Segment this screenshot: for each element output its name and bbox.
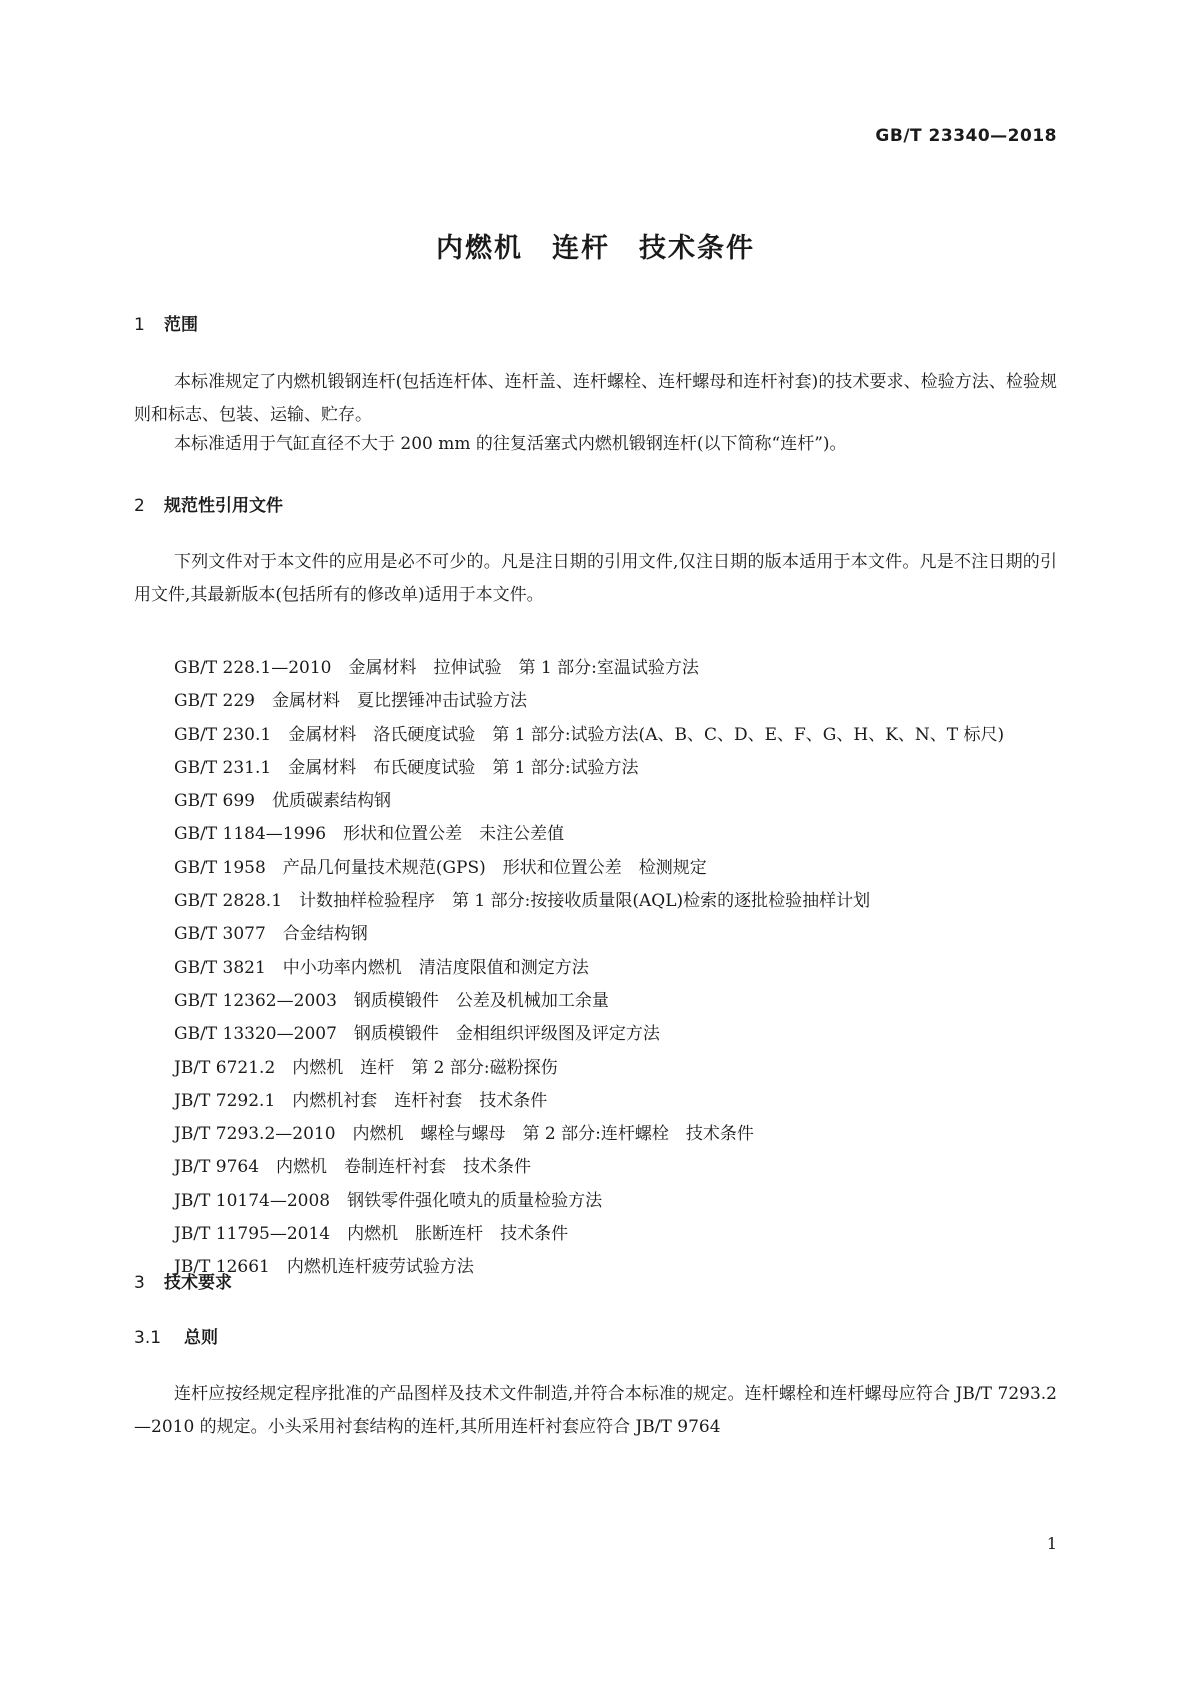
reference-item: JB/T 7293.2—2010 内燃机 螺栓与螺母 第 2 部分:连杆螺栓 技术条件 bbox=[174, 1124, 754, 1145]
reference-item: JB/T 10174—2008 钢铁零件强化喷丸的质量检验方法 bbox=[174, 1190, 603, 1211]
subsection-title: 总则 bbox=[184, 1328, 218, 1348]
section-title: 范围 bbox=[164, 315, 198, 335]
section-number: 1 bbox=[134, 315, 145, 335]
section-1-paragraph-2: 本标准适用于气缸直径不大于 200 mm 的往复活塞式内燃机锻钢连杆(以下简称“连杆”)。 bbox=[174, 434, 847, 454]
reference-item: GB/T 3077 合金结构钢 bbox=[174, 924, 368, 945]
reference-item: GB/T 229 金属材料 夏比摆锤冲击试验方法 bbox=[174, 691, 527, 712]
section-3-heading bbox=[134, 1268, 232, 1293]
section-title: 技术要求 bbox=[164, 1273, 232, 1293]
section-1-heading bbox=[134, 310, 198, 335]
section-number: 2 bbox=[134, 496, 145, 516]
reference-item: JB/T 6721.2 内燃机 连杆 第 2 部分:磁粉探伤 bbox=[174, 1057, 558, 1078]
reference-item: GB/T 12362—2003 钢质模锻件 公差及机械加工余量 bbox=[174, 990, 609, 1011]
section-1-paragraph-1: 本标准规定了内燃机锻钢连杆(包括连杆体、连杆盖、连杆螺栓、连杆螺母和连杆衬套)的技术要求、检验方法、检验规则和标志、包装、运输、贮存。 bbox=[134, 372, 1057, 425]
reference-item: JB/T 11795—2014 内燃机 胀断连杆 技术条件 bbox=[174, 1224, 569, 1245]
reference-item: GB/T 699 优质碳素结构钢 bbox=[174, 791, 391, 812]
section-title: 规范性引用文件 bbox=[164, 496, 283, 516]
subsection-number: 3.1 bbox=[134, 1328, 162, 1348]
reference-item: JB/T 9764 内燃机 卷制连杆衬套 技术条件 bbox=[174, 1157, 532, 1178]
reference-item: GB/T 3821 中小功率内燃机 清洁度限值和测定方法 bbox=[174, 957, 589, 978]
section-number: 3 bbox=[134, 1273, 145, 1293]
reference-item: GB/T 231.1 金属材料 布氏硬度试验 第 1 部分:试验方法 bbox=[174, 757, 639, 778]
normative-references-list bbox=[134, 652, 1057, 1285]
reference-item: GB/T 228.1—2010 金属材料 拉伸试验 第 1 部分:室温试验方法 bbox=[174, 658, 699, 678]
reference-item: GB/T 2828.1 计数抽样检验程序 第 1 部分:按接收质量限(AQL)检索的逐批检验抽样计划 bbox=[174, 891, 871, 912]
page-number: 1 bbox=[1046, 1534, 1057, 1553]
reference-item: JB/T 12661 内燃机连杆疲劳试验方法 bbox=[174, 1257, 474, 1278]
section-2-intro: 下列文件对于本文件的应用是必不可少的。凡是注日期的引用文件,仅注日期的版本适用于本文件。凡是不注日期的引用文件,其最新版本(包括所有的修改单)适用于本文件。 bbox=[134, 552, 1057, 605]
subsection-3-1-paragraph: 连杆应按经规定程序批准的产品图样及技术文件制造,并符合本标准的规定。连杆螺栓和连杆螺母应符合 JB/T 7293.2—2010 的规定。小头采用衬套结构的连杆,其所用连杆衬套应符合 JB/T 9764 bbox=[134, 1384, 1057, 1437]
reference-item: JB/T 7292.1 内燃机衬套 连杆衬套 技术条件 bbox=[174, 1090, 548, 1111]
subsection-3-1-heading bbox=[134, 1323, 218, 1348]
reference-item: GB/T 13320—2007 钢质模锻件 金相组织评级图及评定方法 bbox=[174, 1024, 660, 1045]
reference-item: GB/T 1184—1996 形状和位置公差 未注公差值 bbox=[174, 824, 565, 845]
section-2-heading bbox=[134, 491, 283, 516]
reference-item: GB/T 230.1 金属材料 洛氏硬度试验 第 1 部分:试验方法(A、B、C、D、E、F、G、H、K、N、T 标尺) bbox=[174, 724, 1005, 745]
standard-number: GB/T 23340—2018 bbox=[875, 126, 1057, 146]
reference-item: GB/T 1958 产品几何量技术规范(GPS) 形状和位置公差 检测规定 bbox=[174, 857, 707, 878]
document-title: 内燃机 连杆 技术条件 bbox=[436, 233, 755, 264]
